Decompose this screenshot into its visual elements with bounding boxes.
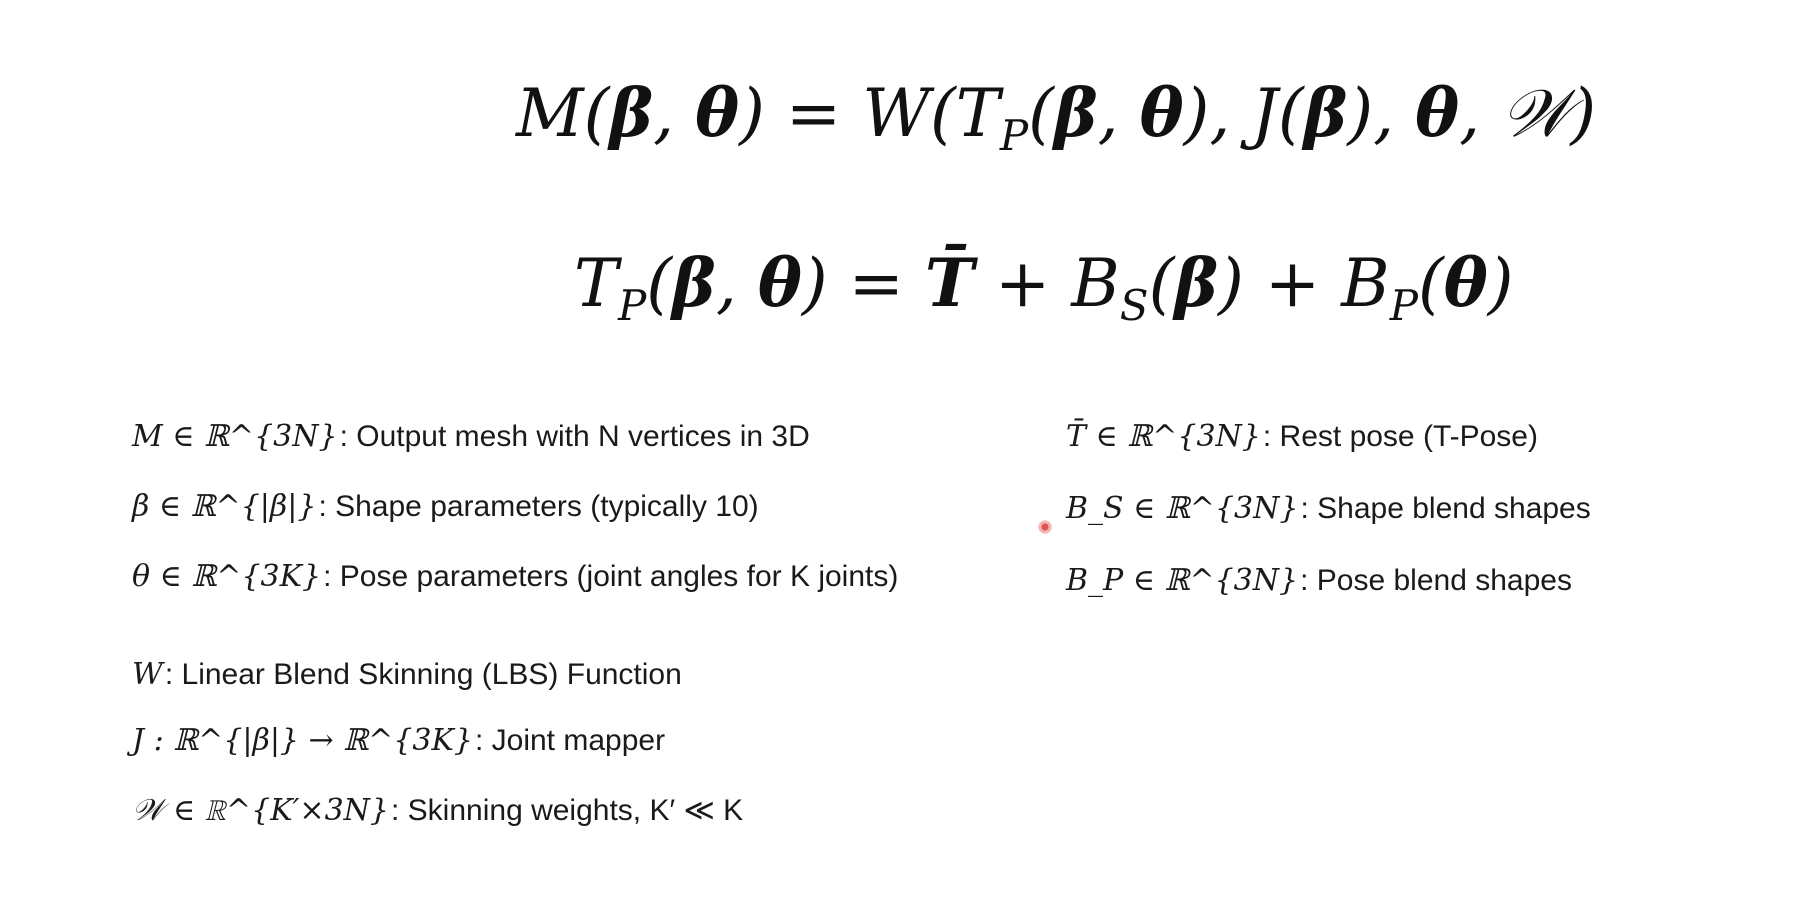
equation-posed-template-render xyxy=(574,244,1514,330)
svg-text:TP(β, θ) = T̄ + BS(β) + BP(θ): $T_P(\beta$, θ) = T̄ + $B_S(\beta) + B_P(\theta)$ xyxy=(574,244,1514,330)
definition-text: : Skinning weights, K′ ≪ K xyxy=(391,794,744,827)
definition-shape-parameters xyxy=(132,489,759,524)
definition-text: : Pose blend shapes xyxy=(1300,564,1572,597)
definition-skinning-weights xyxy=(132,793,744,828)
svg-text:M(β, θ) = W(TP(β, θ), J(β), θ,: M(β, $\theta) = W(T_P(\beta$, θ), J(β), θ, 𝒲) xyxy=(516,74,1597,160)
definition-output-mesh xyxy=(132,419,810,454)
definition-math: T̄ ∈ ℝ^{3N} xyxy=(1066,419,1261,454)
definition-math: B_P ∈ ℝ^{3N} xyxy=(1066,563,1299,598)
definition-pose-blend-shapes xyxy=(1066,563,1572,598)
laser-pointer-dot xyxy=(1038,520,1052,534)
definition-math: θ ∈ ℝ^{3K} xyxy=(132,559,322,594)
equation-posed-template xyxy=(574,244,1514,339)
definition-text: : Joint mapper xyxy=(474,724,666,757)
definition-math: 𝒲 ∈ ℝ^{K′×3N} xyxy=(132,793,389,828)
equation-smpl-model-render xyxy=(516,74,1597,160)
definition-lbs-function xyxy=(132,657,682,692)
definition-math: B_S ∈ ℝ^{3N} xyxy=(1066,491,1299,526)
definition-math: W xyxy=(132,657,163,692)
definition-text: : Shape blend shapes xyxy=(1300,492,1591,525)
definition-rest-pose xyxy=(1066,419,1538,454)
definition-pose-parameters xyxy=(132,559,899,594)
definition-math: M ∈ ℝ^{3N} xyxy=(132,419,338,454)
definition-text: : Shape parameters (typically 10) xyxy=(318,490,759,523)
definition-joint-mapper xyxy=(132,723,666,758)
definition-text: : Output mesh with N vertices in 3D xyxy=(339,420,810,453)
definition-text: : Rest pose (T-Pose) xyxy=(1262,420,1538,453)
definition-shape-blend-shapes xyxy=(1066,491,1591,526)
definition-text: : Linear Blend Skinning (LBS) Function xyxy=(164,658,682,691)
definition-math: J : ℝ^{|β|} → ℝ^{3K} xyxy=(132,723,473,758)
definition-math: β ∈ ℝ^{|β|} xyxy=(132,489,317,524)
equation-smpl-model xyxy=(516,74,1597,169)
definition-text: : Pose parameters (joint angles for K joints) xyxy=(323,560,899,593)
